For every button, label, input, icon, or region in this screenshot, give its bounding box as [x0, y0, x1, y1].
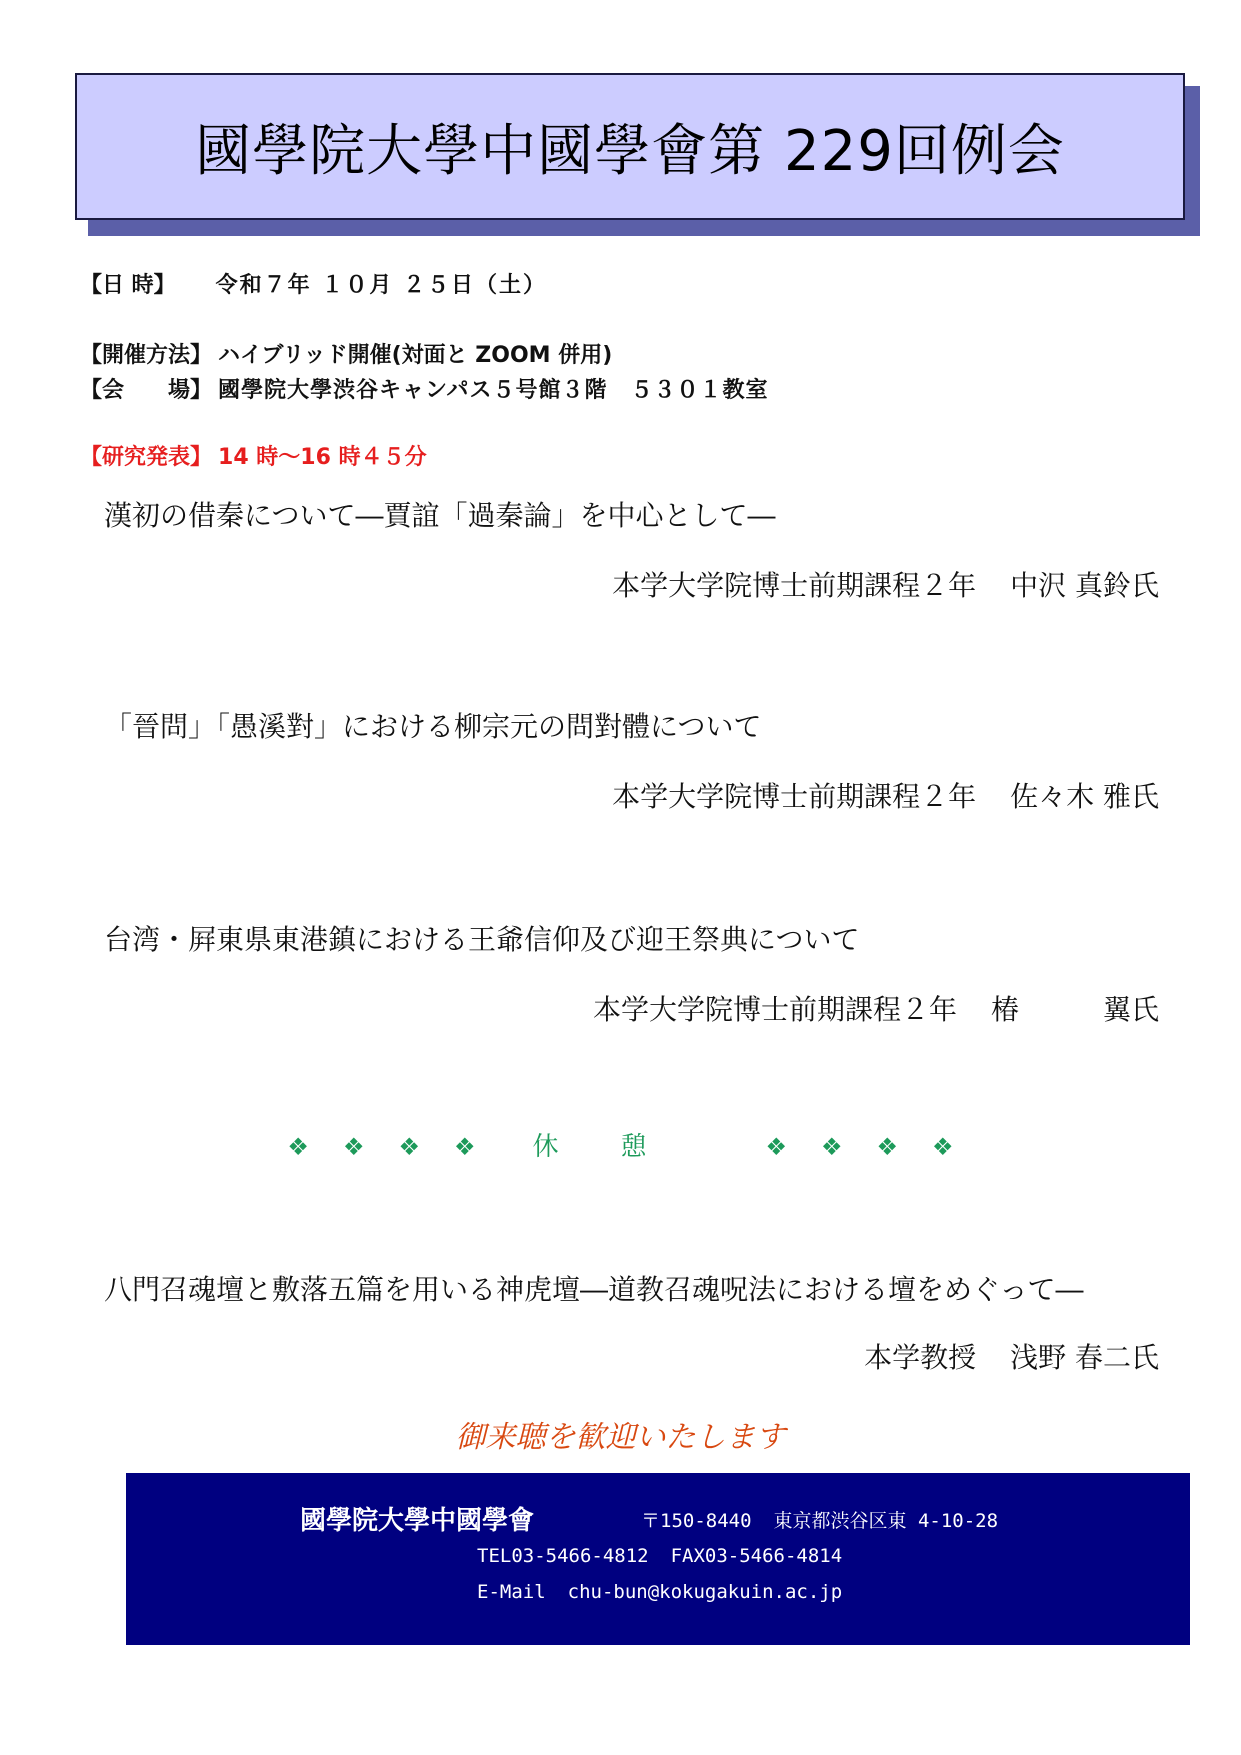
break-label: 休憩 — [532, 1132, 709, 1162]
diamond-ornament-icon: ❖ — [398, 1133, 420, 1161]
presenter-name: 中沢 真鈴氏 — [1010, 569, 1159, 602]
footer-tel: TEL03-5466-4812 — [477, 1545, 649, 1567]
footer-email-row — [477, 1581, 842, 1603]
diamond-ornament-icon: ❖ — [765, 1133, 788, 1161]
presenter-name: 佐々木 雅氏 — [1010, 780, 1159, 813]
presenter-affiliation: 本学大学院博士前期課程２年 — [592, 993, 957, 1026]
title-box — [75, 73, 1185, 220]
diamond-ornament-icon: ❖ — [876, 1133, 899, 1161]
venue-row — [80, 373, 768, 404]
presenter — [864, 1336, 1159, 1376]
footer-phone-row — [477, 1545, 842, 1567]
presenter-affiliation: 本学大学院博士前期課程２年 — [612, 780, 977, 813]
presenter — [593, 988, 1159, 1028]
research-label: 【研究発表】 — [80, 445, 213, 470]
method-label: 【開催方法】 — [80, 343, 213, 368]
date-row — [80, 268, 547, 299]
welcome-message: 御来聴を歓迎いたします — [455, 1420, 786, 1455]
research-heading — [80, 440, 427, 471]
presenter-name: 椿 翼氏 — [990, 993, 1159, 1026]
date-label: 【日 時】 — [80, 273, 176, 298]
footer-postal-code: 〒150-8440 — [641, 1510, 752, 1532]
method-row — [80, 338, 612, 369]
page-title: 國學院大學中國學會第 229回例会 — [195, 118, 1065, 184]
footer-email-link[interactable]: chu-bun@kokugakuin.ac.jp — [567, 1581, 843, 1603]
method-value: ハイブリッド開催(対面と ZOOM 併用) — [218, 343, 613, 368]
presenter — [612, 775, 1159, 815]
footer-fax: FAX03-5466-4814 — [670, 1545, 843, 1567]
presenter-name: 浅野 春二氏 — [1010, 1341, 1159, 1374]
talk-title: 台湾・屛東県東港鎮における王爺信仰及び迎王祭典について — [104, 923, 860, 956]
talk-title: 漢初の借秦について―賈誼「過秦論」を中心として― — [104, 499, 776, 532]
venue-label: 【会 場】 — [80, 378, 213, 403]
diamond-ornament-icon: ❖ — [287, 1133, 309, 1161]
presenter-affiliation: 本学大学院博士前期課程２年 — [612, 569, 977, 602]
talk-title: 「晉問」「愚溪對」における柳宗元の問對體について — [104, 710, 762, 743]
venue-value: 國學院大學渋谷キャンパス５号館３階 ５３０１教室 — [218, 378, 769, 403]
diamond-ornament-icon: ❖ — [342, 1133, 365, 1161]
presenter-affiliation: 本学教授 — [864, 1341, 977, 1374]
diamond-ornament-icon: ❖ — [821, 1133, 843, 1161]
diamond-ornament-icon: ❖ — [453, 1133, 476, 1161]
footer-address — [641, 1506, 998, 1533]
footer-org-name: 國學院大學中國學會 — [300, 1506, 535, 1536]
research-time: 14 時～16 時４５分 — [218, 445, 427, 470]
talk-title: 八門召魂壇と敷落五篇を用いる神虎壇―道教召魂呪法における壇をめぐって― — [104, 1273, 1084, 1306]
date-value: 令和７年 １０月 ２５日（土） — [215, 273, 547, 298]
break-row — [0, 1126, 1241, 1163]
footer-street-address: 東京都渋谷区東 4-10-28 — [773, 1510, 999, 1532]
presenter — [612, 564, 1159, 604]
footer-email-label: E-Mail — [477, 1581, 546, 1603]
diamond-ornament-icon: ❖ — [932, 1133, 954, 1161]
